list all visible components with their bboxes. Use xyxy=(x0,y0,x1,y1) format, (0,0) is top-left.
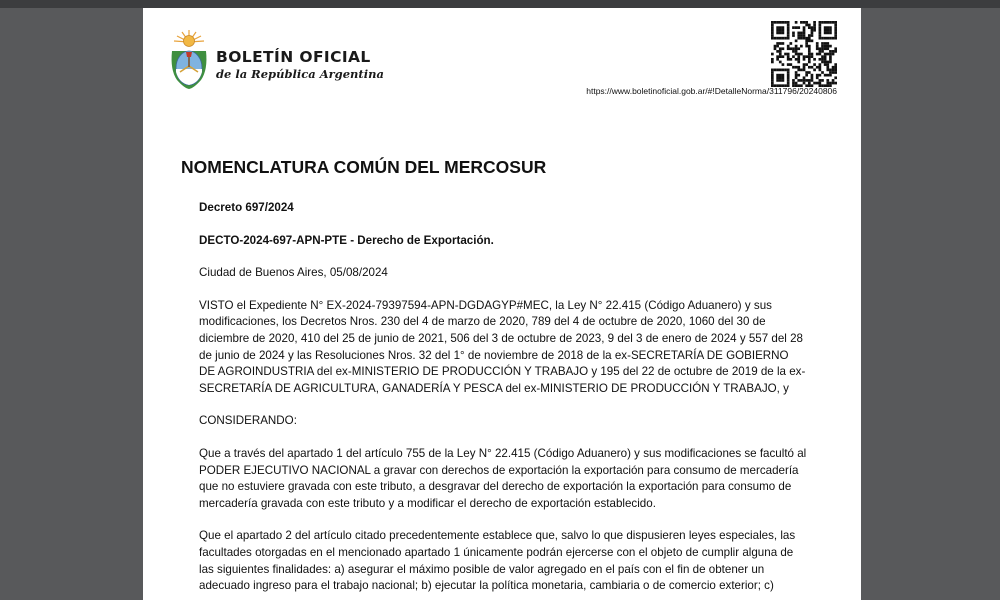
source-url[interactable]: https://www.boletinoficial.gob.ar/#!DetalleNorma/311796/20240806 xyxy=(586,86,837,96)
paragraph-2: Que el apartado 2 del artículo citado precedentemente establece que, salvo lo que dispusieren leyes especiales, las facultades otorgadas en el mencionado apartado 1 únicamente podrán ejercerse con el objeto de cumplir alguna de las siguientes finalidades: a) asegurar el máximo posible de valor agregado en el país con el fin de obtener un adecuado ingreso para el trabajo nacional; b) ejecutar la política monetaria, cambiaria o de comercio exterior; c) xyxy=(199,529,796,593)
place-and-date: Ciudad de Buenos Aires, 05/08/2024 xyxy=(199,266,388,280)
document-body xyxy=(199,200,807,595)
document-title: NOMENCLATURA COMÚN DEL MERCOSUR xyxy=(181,157,547,177)
qr-code-icon xyxy=(771,21,837,87)
publication-title: BOLETÍN OFICIAL xyxy=(216,48,371,66)
paragraph-visto: VISTO el Expediente N° EX-2024-79397594-APN-DGDAGYP#MEC, la Ley N° 22.415 (Código Aduanero) y sus modificaciones, los Decretos Nros. 230 del 4 de marzo de 2020, 789 del 4 de octubre de 2020, 1060 del 30 de diciembre de 2020, 410 del 25 de junio de 2021, 506 del 3 de octubre de 2023, 9 del 3 de enero de 2024 y 557 del 28 de junio de 2024 y las Resoluciones Nros. 32 del 1° de noviembre de 2018 de la ex-SECRETARÍA DE GOBIERNO DE AGROINDUSTRIA del ex-MINISTERIO DE PRODUCCIÓN Y TRABAJO y 195 del 22 de octubre de 2019 de la ex-SECRETARÍA DE AGRICULTURA, GANADERÍA Y PESCA del ex-MINISTERIO DE PRODUCCIÓN Y TRABAJO, y xyxy=(199,298,806,395)
publication-subtitle: de la República Argentina xyxy=(216,67,384,81)
viewer-top-bar xyxy=(0,0,1000,8)
coat-of-arms-icon xyxy=(168,28,210,92)
paragraph-considerando: CONSIDERANDO: xyxy=(199,414,297,428)
document-page xyxy=(143,8,861,600)
paragraph-1: Que a través del apartado 1 del artículo 755 de la Ley N° 22.415 (Código Aduanero) y sus modificaciones se facultó al PODER EJECUTIVO NACIONAL a gravar con derechos de exportación la exportación para consumo de mercadería que no estuviere gravada con este tributo, a desgravar del derecho de exportación la exportación para consumo de mercadería gravada con este tributo y a modificar el derecho de exportación establecido. xyxy=(199,446,807,510)
decree-reference: DECTO-2024-697-APN-PTE - Derecho de Exportación. xyxy=(199,233,494,247)
decree-number: Decreto 697/2024 xyxy=(199,201,294,214)
